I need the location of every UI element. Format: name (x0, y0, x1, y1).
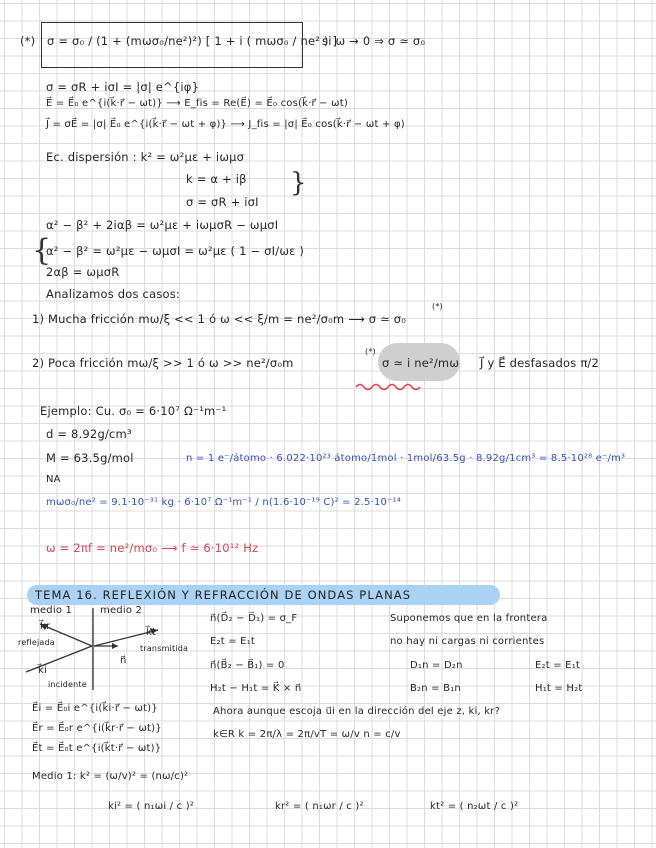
case-1-star: (*) (432, 302, 443, 311)
cases-heading: Analizamos dos casos: (46, 287, 181, 301)
boxed-formula: σ = σ₀ / (1 + (mωσ₀/ne²)²) [ 1 + i ( mωσ₀ / ne² ) ] (47, 34, 338, 48)
diagram-medio-1: medio 1 (30, 605, 73, 616)
electric-field-line: E⃗ = E⃗₀ e^{i(k⃗·r⃗ − ωt)} ⟶ E_fis = Re(E⃗) = E⃗₀ cos(k⃗·r⃗ − ωt) (46, 98, 348, 109)
system-eq-2: 2αβ = ωμσR (46, 265, 120, 279)
ratio-calc: mωσ₀/ne² = 9.1·10⁻³¹ kg · 6·10⁷ Ω⁻¹m⁻¹ / n(1.6·10⁻¹⁹ C)² = 2.5·10⁻¹⁴ (46, 497, 402, 508)
case-1-line: 1) Mucha fricción mω/ξ << 1 ó ω << ξ/m = ne²/σ₀m ⟶ σ ≃ σ₀ (32, 312, 407, 326)
result-bn: B₂n = B₁n (410, 683, 461, 694)
direction-question: Ahora aunque escoja u⃗i en la dirección del eje z, ki, kr? (213, 706, 501, 717)
result-dn: D₁n = D₂n (410, 660, 463, 671)
kt-squared: kt² = ( n₂ωt / c )² (430, 801, 519, 812)
sigma-definition-line: σ = σR + iσI (186, 195, 259, 209)
wave-transmitted: E⃗t = E⃗₀t e^{i(k⃗t·r⃗ − ωt)} (32, 743, 162, 754)
boundary-condition-2: E₂t = E₁t (210, 636, 256, 647)
example-line: Ejemplo: Cu. σ₀ = 6·10⁷ Ω⁻¹m⁻¹ (40, 404, 227, 418)
diagram-ki: k⃗i (38, 665, 47, 676)
ki-squared: ki² = ( n₁ωi / c )² (108, 801, 195, 812)
diagram-medio-2: medio 2 (100, 605, 143, 616)
result-ht: H₁t = H₂t (535, 683, 583, 694)
omega-frequency-line: ω = 2πf = ne²/mσ₀ ⟶ f ≃ 6·10¹² Hz (46, 541, 259, 555)
suppose-line-2: no hay ni cargas ni corrientes (390, 636, 545, 647)
diagram-n: n⃗ (120, 655, 127, 666)
current-density-line: J⃗ = σE⃗ = |σ| E⃗₀ e^{i(k⃗·r⃗ − ωt + φ)} ⟶ J_fis = |σ| E⃗₀ cos(k⃗·r⃗ − ωt + φ) (46, 119, 405, 130)
case-2-sigma: σ ≃ i ne²/mω (382, 356, 460, 370)
expansion-line: α² − β² + 2iαβ = ω²με + iωμσR − ωμσI (46, 218, 279, 232)
boundary-condition-3: n⃗(B⃗₂ − B⃗₁) = 0 (210, 660, 285, 671)
diagram-kr: k⃗r (40, 621, 51, 632)
diagram-kt: k⃗t (146, 627, 157, 638)
red-squiggle-underline (354, 382, 424, 392)
diagram-transmitida: transmitida (140, 644, 189, 653)
diagram-incidente: incidente (48, 680, 87, 689)
na-note: NA (46, 474, 61, 485)
boundary-condition-4: H₂t − H₁t = K⃗ × n⃗ (210, 683, 302, 694)
wave-reflected: E⃗r = E⃗₀r e^{i(k⃗r·r⃗ − ωt)} (32, 723, 162, 734)
diagram-reflejada: reflejada (18, 638, 55, 647)
case-2-phase-note: J⃗ y E⃗ desfasados π/2 (480, 356, 600, 370)
case-2-star: (*) (365, 347, 376, 356)
left-brace: { (32, 233, 52, 268)
boundary-condition-1: n⃗(D⃗₂ − D⃗₁) = σ_F (210, 613, 298, 624)
suppose-line-1: Suponemos que en la frontera (390, 613, 548, 624)
limit-note: si ω → 0 ⇒ σ ≃ σ₀ (322, 34, 426, 48)
dispersion-line: Ec. dispersión : k² = ω²με + iωμσ (46, 150, 245, 164)
wave-incident: E⃗i = E⃗₀i e^{i(k⃗i·r⃗ − ωt)} (32, 703, 158, 714)
right-brace: } (290, 168, 307, 198)
result-et: E₂t = E₁t (535, 660, 581, 671)
kr-squared: kr² = ( n₁ωr / c )² (275, 801, 364, 812)
molar-mass-line: M = 63.5g/mol (46, 451, 134, 465)
topic-title: TEMA 16. REFLEXIÓN Y REFRACCIÓN DE ONDAS PLANAS (35, 588, 412, 602)
system-eq-1: α² − β² = ω²με − ωμσI = ω²με ( 1 − σI/ωε ) (46, 244, 305, 258)
medio-1-k: Medio 1: k² = (ω/v)² = (nω/c)² (32, 771, 189, 782)
electron-density-calc: n = 1 e⁻/átomo · 6.022·10²³ átomo/1mol · 1mol/63.5g · 8.92g/1cm³ = 8.5·10²⁸ e⁻/m³ (186, 453, 626, 464)
case-2-line: 2) Poca fricción mω/ξ >> 1 ó ω >> ne²/σ₀m (32, 356, 294, 370)
density-line: d = 8.92g/cm³ (46, 427, 132, 441)
boxed-label: (*) (20, 34, 36, 48)
sigma-complex-line: σ = σR + iσI = |σ| e^{iφ} (46, 80, 200, 94)
k-definition-line: k = α + iβ (186, 172, 247, 186)
wavenumber-real: k∈R k = 2π/λ = 2π/vT = ω/v n = c/v (213, 729, 401, 740)
